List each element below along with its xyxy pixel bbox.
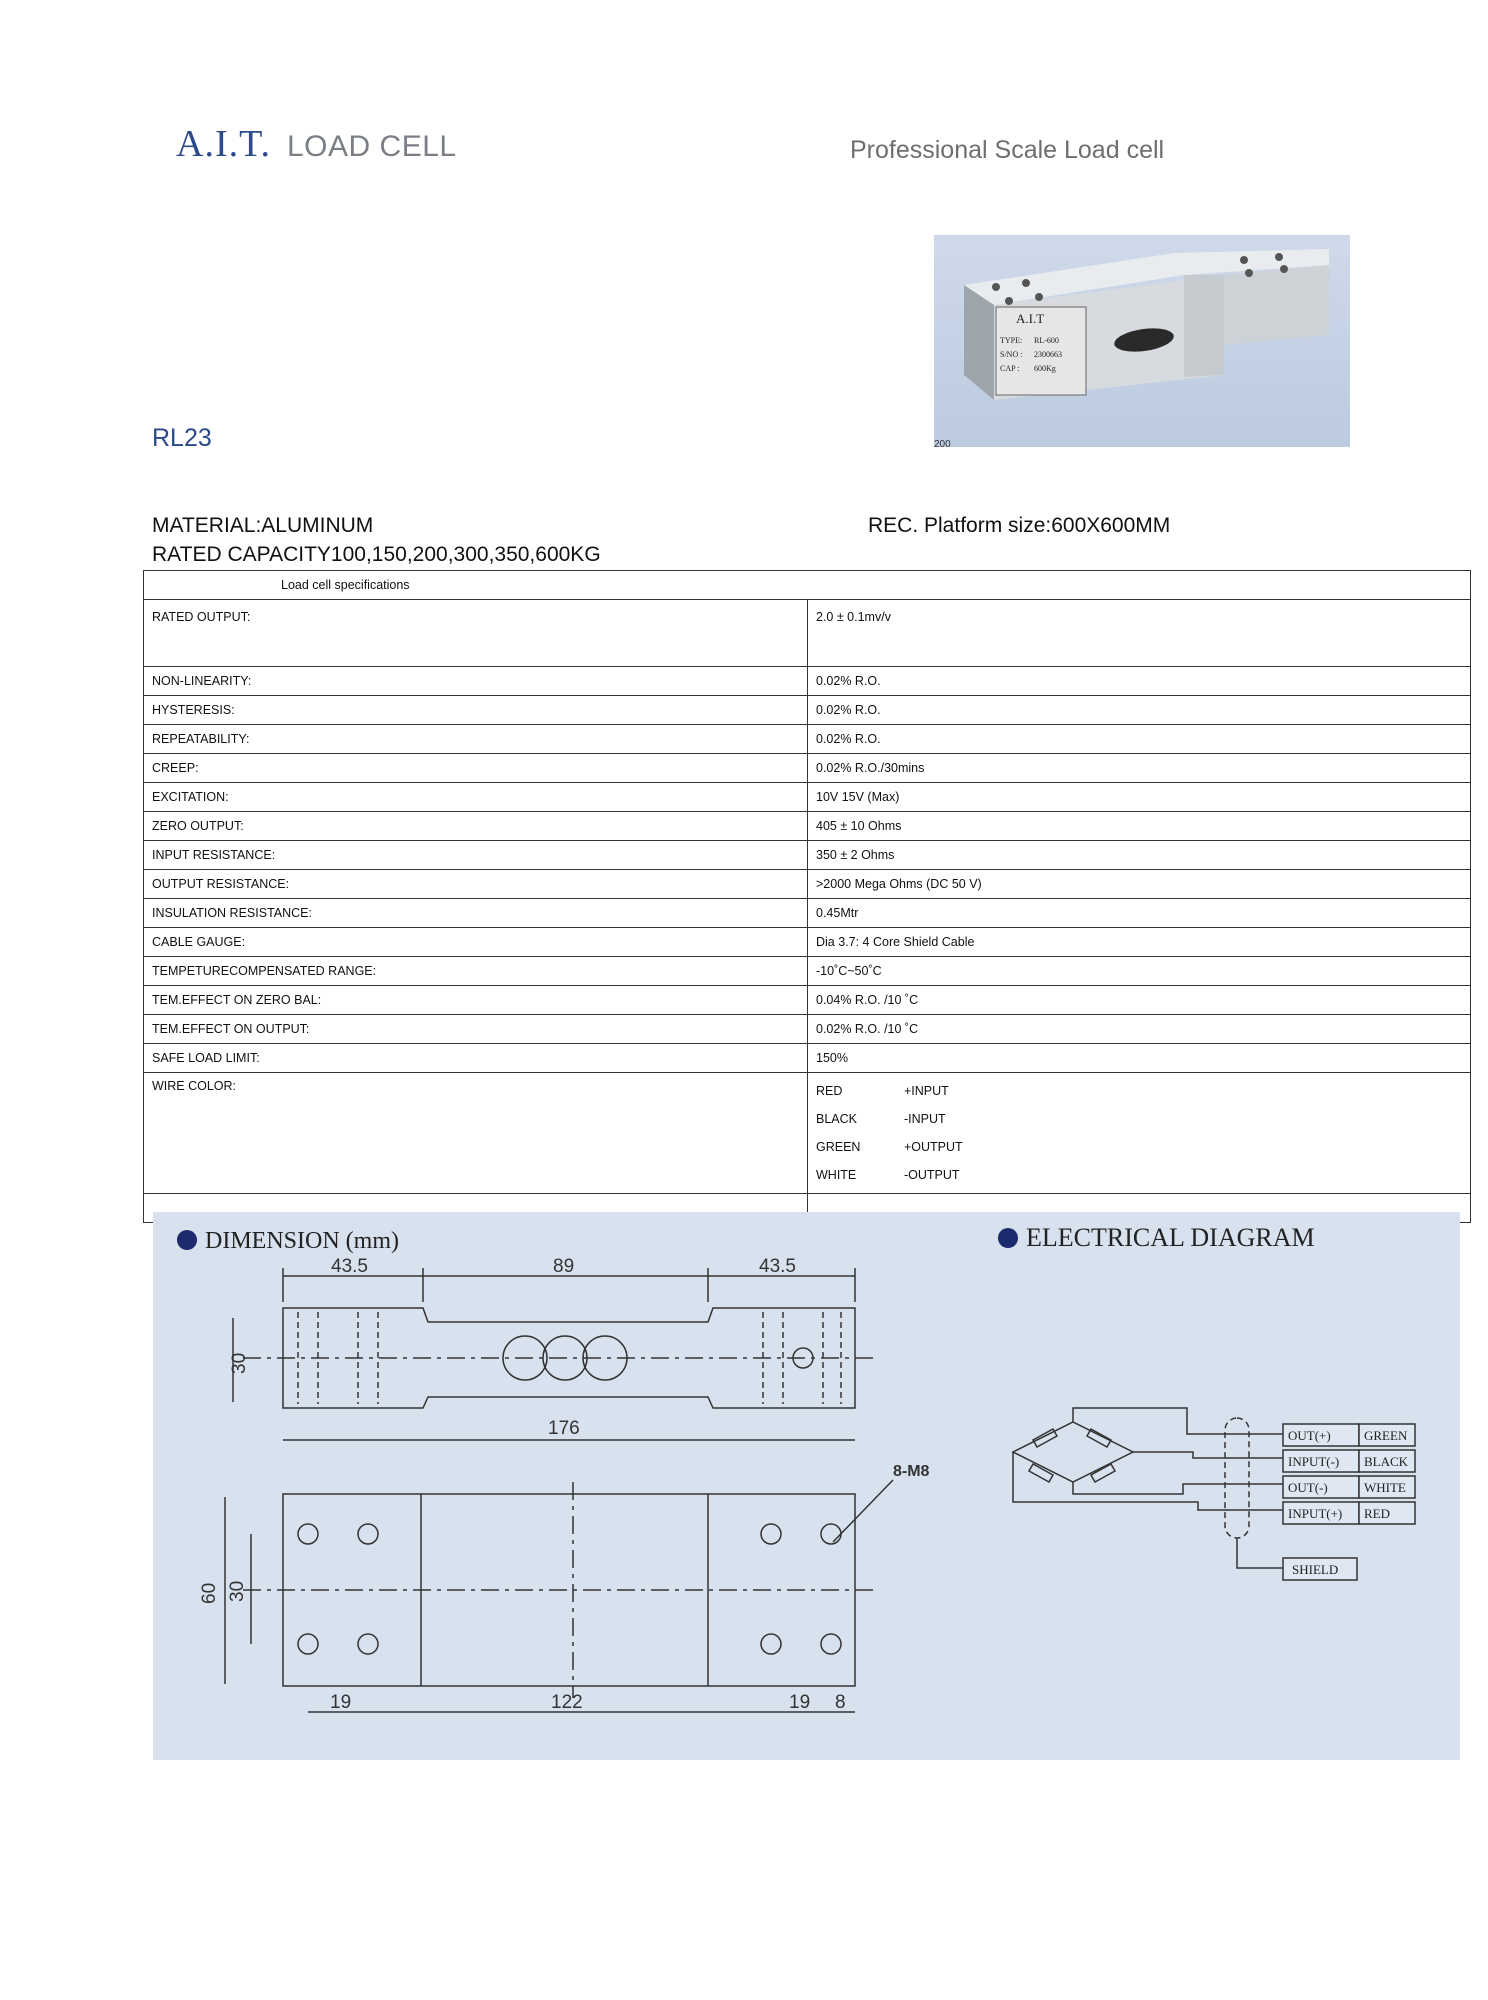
dim-89: 89 — [553, 1256, 575, 1277]
wire-entry — [816, 1161, 1462, 1189]
spec-key: REPEATABILITY: — [144, 725, 808, 754]
dim-19-right: 19 — [789, 1692, 811, 1713]
spec-key: HYSTERESIS: — [144, 696, 808, 725]
brand-name: A.I.T. — [176, 123, 271, 165]
model-number: RL23 — [152, 424, 212, 452]
spec-table-title: Load cell specifications — [144, 571, 1471, 600]
product-photo — [934, 235, 1350, 447]
table-row — [144, 1073, 1471, 1194]
electrical-wire-color: WHITE — [1364, 1480, 1406, 1495]
spec-value: 405 ± 10 Ohms — [808, 812, 1471, 841]
spec-key: NON-LINEARITY: — [144, 667, 808, 696]
spec-value: 0.02% R.O. — [808, 696, 1471, 725]
spec-value: >2000 Mega Ohms (DC 50 V) — [808, 870, 1471, 899]
wire-color: GREEN — [816, 1140, 861, 1154]
photo-label-sno: S/NO : — [1000, 350, 1023, 359]
electrical-wire-signal: INPUT(+) — [1288, 1506, 1343, 1521]
table-row — [144, 600, 1471, 667]
spec-value: 0.02% R.O. — [808, 667, 1471, 696]
table-row — [144, 1015, 1471, 1044]
spec-value: 0.04% R.O. /10 ˚C — [808, 986, 1471, 1015]
spec-value: 0.02% R.O. — [808, 725, 1471, 754]
spec-value: 0.02% R.O./30mins — [808, 754, 1471, 783]
table-row — [144, 841, 1471, 870]
dim-43-5-right: 43.5 — [759, 1256, 796, 1277]
photo-label-type: TYPE: — [1000, 336, 1023, 345]
photo-corner-text: 200 — [934, 439, 951, 447]
table-row — [144, 986, 1471, 1015]
wire-signal: -OUTPUT — [904, 1168, 960, 1182]
table-row — [144, 754, 1471, 783]
table-row — [144, 783, 1471, 812]
wire-entry — [816, 1133, 1462, 1161]
electrical-wire-signal: OUT(-) — [1288, 1480, 1328, 1495]
electrical-wire-color: BLACK — [1364, 1454, 1409, 1469]
platform-size: REC. Platform size:600X600MM — [868, 514, 1171, 537]
drawing-svg — [153, 1212, 1460, 1760]
spec-key: TEM.EFFECT ON OUTPUT: — [144, 1015, 808, 1044]
spec-table — [143, 570, 1471, 1223]
table-row — [144, 1044, 1471, 1073]
bullet-icon — [998, 1228, 1018, 1248]
spec-key: INPUT RESISTANCE: — [144, 841, 808, 870]
dim-30-side: 30 — [227, 1580, 248, 1602]
rated-capacity: RATED CAPACITY100,150,200,300,350,600KG — [152, 543, 601, 566]
electrical-wire-signal: OUT(+) — [1288, 1428, 1331, 1443]
electrical-wire-color: GREEN — [1364, 1428, 1408, 1443]
photo-label-brand: A.I.T — [1016, 311, 1045, 326]
spec-key: WIRE COLOR: — [144, 1073, 808, 1194]
spec-key: ZERO OUTPUT: — [144, 812, 808, 841]
brand-sub: LOAD CELL — [287, 130, 457, 163]
spec-key: SAFE LOAD LIMIT: — [144, 1044, 808, 1073]
load-cell-illustration — [934, 235, 1350, 447]
photo-label-sno-val: 2300663 — [1034, 350, 1062, 359]
wire-signal: +OUTPUT — [904, 1140, 963, 1154]
spec-value: 2.0 ± 0.1mv/v — [808, 600, 1471, 667]
wire-signal: -INPUT — [904, 1112, 946, 1126]
photo-label-type-val: RL-600 — [1034, 336, 1059, 345]
tagline: Professional Scale Load cell — [850, 136, 1165, 164]
table-row — [144, 957, 1471, 986]
table-row — [144, 812, 1471, 841]
spec-value: 350 ± 2 Ohms — [808, 841, 1471, 870]
table-row — [144, 667, 1471, 696]
spec-key: CREEP: — [144, 754, 808, 783]
spec-value: -10˚C~50˚C — [808, 957, 1471, 986]
electrical-title: ELECTRICAL DIAGRAM — [1026, 1223, 1315, 1252]
shield-label: SHIELD — [1292, 1562, 1339, 1577]
spec-value: 0.45Mtr — [808, 899, 1471, 928]
hole-spec: 8-M8 — [893, 1463, 930, 1480]
wire-entry — [816, 1105, 1462, 1133]
dim-43-5-left: 43.5 — [331, 1256, 368, 1277]
dim-30-top: 30 — [229, 1352, 250, 1374]
spec-key: INSULATION RESISTANCE: — [144, 899, 808, 928]
dimension-title: DIMENSION (mm) — [205, 1228, 399, 1254]
spec-value: Dia 3.7: 4 Core Shield Cable — [808, 928, 1471, 957]
wire-color: WHITE — [816, 1168, 857, 1182]
dimension-drawing — [153, 1212, 1460, 1760]
wire-list — [808, 1073, 1471, 1194]
brand-logo — [176, 122, 457, 166]
table-row — [144, 696, 1471, 725]
photo-label-cap-val: 600Kg — [1034, 364, 1056, 373]
table-row — [144, 870, 1471, 899]
spec-table-header — [144, 571, 1471, 600]
spec-key: EXCITATION: — [144, 783, 808, 812]
wire-signal: +INPUT — [904, 1084, 949, 1098]
wire-color: BLACK — [816, 1112, 857, 1126]
dim-122: 122 — [551, 1692, 583, 1713]
electrical-wire-signal: INPUT(-) — [1288, 1454, 1340, 1469]
spec-key: RATED OUTPUT: — [144, 600, 808, 667]
dim-176: 176 — [548, 1418, 580, 1439]
photo-label-cap: CAP : — [1000, 364, 1020, 373]
table-row — [144, 725, 1471, 754]
dim-19-left: 19 — [330, 1692, 352, 1713]
material: MATERIAL:ALUMINUM — [152, 514, 374, 537]
dim-60: 60 — [199, 1582, 220, 1604]
electrical-wire-table — [1283, 1424, 1415, 1524]
bullet-icon — [177, 1230, 197, 1250]
wire-entry — [816, 1077, 1462, 1105]
spec-key: OUTPUT RESISTANCE: — [144, 870, 808, 899]
spec-value: 10V 15V (Max) — [808, 783, 1471, 812]
spec-value: 0.02% R.O. /10 ˚C — [808, 1015, 1471, 1044]
table-row — [144, 899, 1471, 928]
spec-key: CABLE GAUGE: — [144, 928, 808, 957]
electrical-wire-color: RED — [1364, 1506, 1390, 1521]
wire-color: RED — [816, 1084, 843, 1098]
spec-key: TEMPETURECOMPENSATED RANGE: — [144, 957, 808, 986]
spec-value: 150% — [808, 1044, 1471, 1073]
table-row — [144, 928, 1471, 957]
dim-8: 8 — [835, 1692, 846, 1713]
spec-key: TEM.EFFECT ON ZERO BAL: — [144, 986, 808, 1015]
